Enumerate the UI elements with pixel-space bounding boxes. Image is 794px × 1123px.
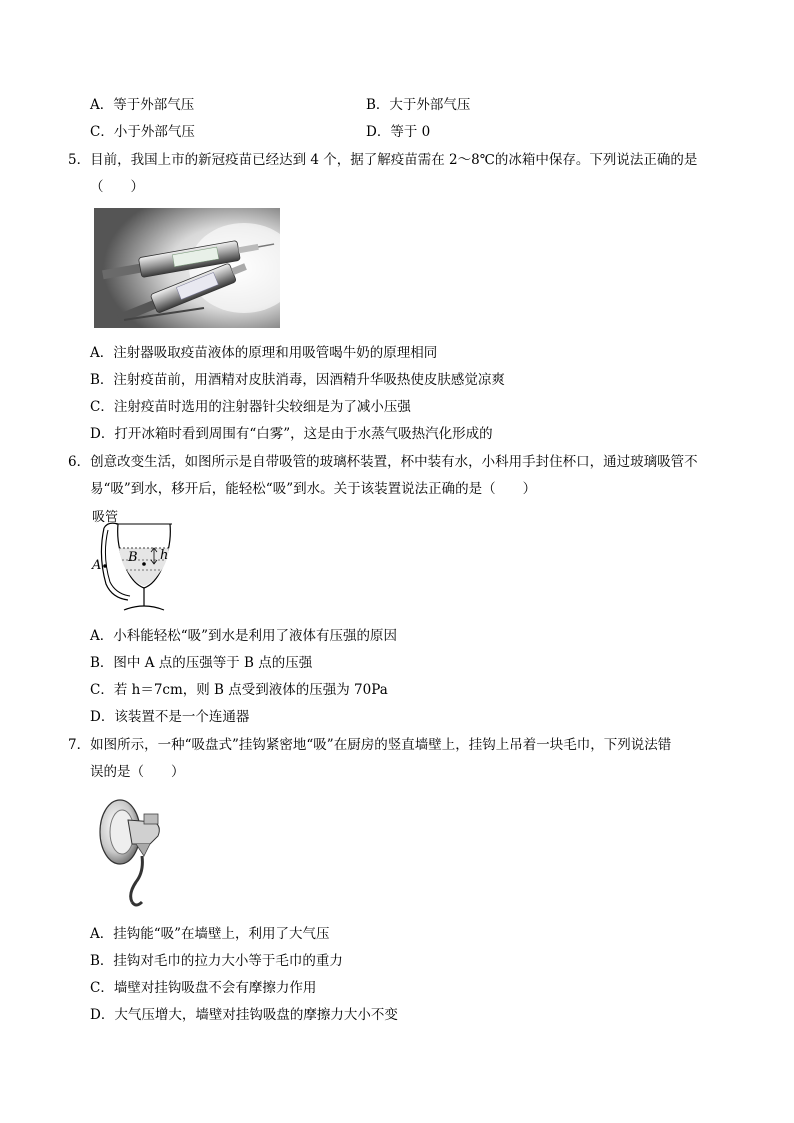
q4-option-a: A．等于外部气压 bbox=[90, 97, 195, 113]
q5-stem-line1: 5．目前，我国上市的新冠疫苗已经达到 4 个，据了解疫苗需在 2～8℃的冰箱中保存。下列说法正确的是 bbox=[68, 152, 698, 168]
q5-option-b: B．注射疫苗前，用酒精对皮肤消毒，因酒精升华吸热使皮肤感觉凉爽 bbox=[90, 372, 505, 388]
q7-option-b: B．挂钩对毛巾的拉力大小等于毛巾的重力 bbox=[90, 953, 343, 969]
point-a-label: A bbox=[92, 558, 102, 573]
q6-option-c: C．若 h＝7cm，则 B 点受到液体的压强为 70Pa bbox=[90, 682, 388, 698]
suction-hook-photo bbox=[92, 792, 172, 912]
q6-option-a: A．小科能轻松“吸”到水是利用了液体有压强的原因 bbox=[90, 628, 398, 644]
q4-option-b: B．大于外部气压 bbox=[366, 97, 471, 113]
q6-stem-line1: 6．创意改变生活，如图所示是自带吸管的玻璃杯装置，杯中装有水，小科用手封住杯口，通过玻璃吸管不 bbox=[68, 454, 698, 470]
q5-option-a: A．注射器吸取疫苗液体的原理和用吸管喝牛奶的原理相同 bbox=[90, 345, 438, 361]
q7-option-c: C．墙壁对挂钩吸盘不会有摩擦力作用 bbox=[90, 980, 317, 996]
q5-option-d: D．打开冰箱时看到周围有“白雾”，这是由于水蒸气吸热汽化形成的 bbox=[90, 426, 493, 442]
suction-hook-illustration bbox=[92, 792, 172, 912]
q7-stem-line2: 误的是（ ） bbox=[90, 764, 185, 780]
syringe-illustration bbox=[94, 208, 280, 328]
height-label: h bbox=[160, 548, 169, 563]
straw-label: 吸管 bbox=[92, 510, 119, 525]
q4-option-d: D．等于 0 bbox=[366, 124, 431, 140]
q7-option-a: A．挂钩能“吸”在墙壁上，利用了大气压 bbox=[90, 926, 330, 942]
q5-option-c: C．注射疫苗时选用的注射器针尖较细是为了减小压强 bbox=[90, 399, 411, 415]
q4-option-c: C．小于外部气压 bbox=[90, 124, 195, 140]
q6-stem-line2: 易“吸”到水，移开后，能轻松“吸”到水。关于该装置说法正确的是（ ） bbox=[90, 481, 537, 497]
q7-stem-line1: 7．如图所示，一种“吸盘式”挂钩紧密地“吸”在厨房的竖直墙壁上，挂钩上吊着一块毛巾，下列说法错 bbox=[68, 737, 672, 753]
q5-stem-line2: （ ） bbox=[90, 179, 144, 195]
syringe-photo bbox=[94, 208, 280, 328]
q6-option-b: B．图中 A 点的压强等于 B 点的压强 bbox=[90, 655, 313, 671]
glass-cup-figure bbox=[88, 506, 188, 618]
q6-option-d: D．该装置不是一个连通器 bbox=[90, 709, 250, 725]
point-b-label: B bbox=[128, 550, 138, 565]
q7-option-d: D．大气压增大，墙壁对挂钩吸盘的摩擦力大小不变 bbox=[90, 1007, 398, 1023]
